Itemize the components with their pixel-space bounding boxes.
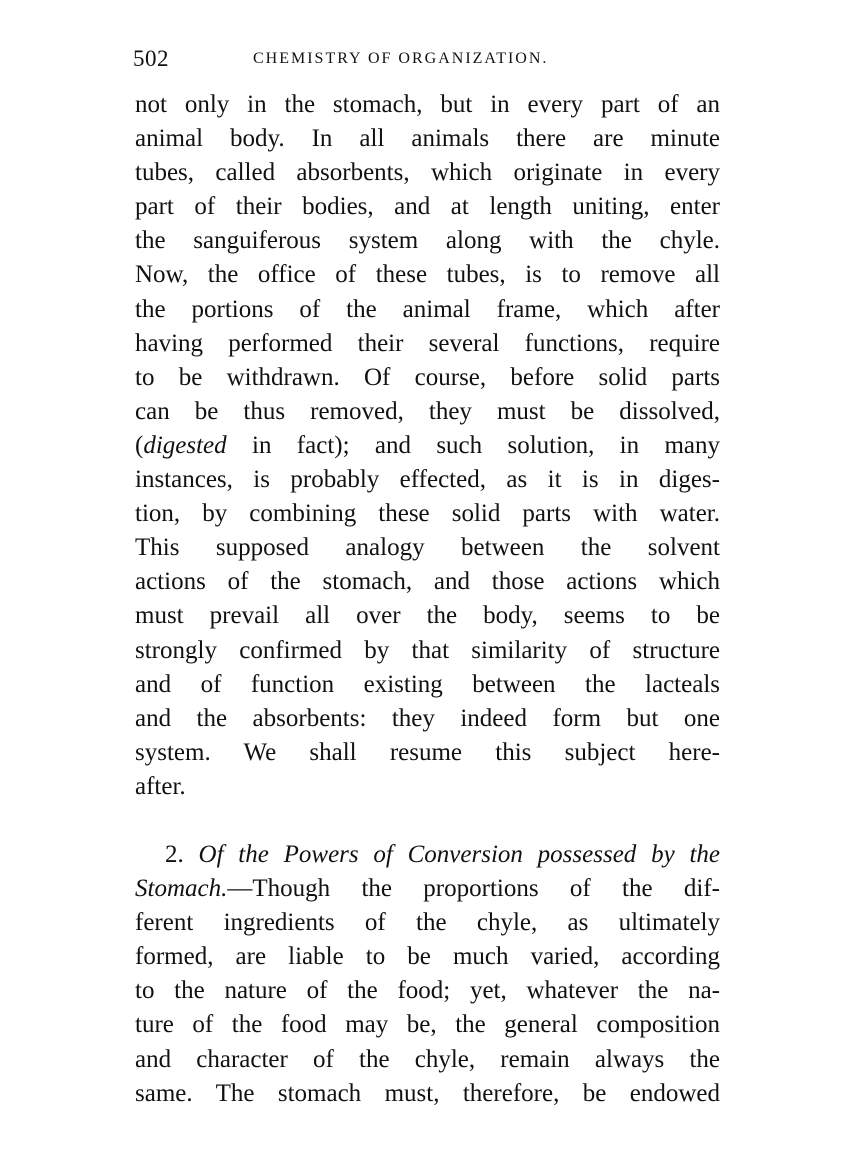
text-line: animal body. In all animals there are minute (135, 125, 720, 153)
text-line: the sanguiferous system along with the chyle. (135, 227, 720, 255)
section-heading-stomach: Stomach. (135, 875, 228, 903)
text-line: ferent ingredients of the chyle, as ultimately (135, 909, 720, 937)
text-line: to the nature of the food; yet, whatever the na- (135, 977, 720, 1005)
text-line (135, 429, 720, 463)
running-head: CHEMISTRY OF ORGANIZATION. (253, 50, 549, 67)
text-line: instances, is probably effected, as it is in diges- (135, 466, 720, 494)
section-heading-line (135, 838, 720, 872)
page-header (133, 46, 723, 76)
text-line: strongly confirmed by that similarity of structure (135, 636, 720, 664)
paragraph-powers-of-conversion (135, 838, 720, 1111)
text-line: tion, by combining these solid parts with water. (135, 500, 720, 528)
paragraph-gap (135, 804, 720, 838)
text-line: can be thus removed, they must be dissolved, (135, 397, 720, 425)
paragraph-absorbents (135, 88, 720, 804)
text-segment: ( (135, 431, 144, 459)
text-line: and character of the chyle, remain always the (135, 1045, 720, 1073)
section-heading-italic: Of the Powers of Conversion possessed by the (198, 840, 720, 868)
text-line: and the absorbents: they indeed form but one (135, 704, 720, 732)
text-line: not only in the stomach, but in every part of an (135, 91, 720, 118)
text-line: Now, the office of these tubes, is to remove all (135, 261, 720, 289)
text-line: having performed their several functions, require (135, 329, 720, 357)
section-heading-line-2 (135, 872, 720, 906)
italic-term: digested (143, 431, 227, 459)
text-line: formed, are liable to be much varied, according (135, 943, 720, 971)
text-line: system. We shall resume this subject here- (135, 738, 720, 766)
text-line: after. (135, 772, 186, 800)
text-segment: in fact); and such solution, in many (226, 431, 720, 459)
text-line: and of function existing between the lacteals (135, 670, 720, 698)
text-line: to be withdrawn. Of course, before solid parts (135, 363, 720, 391)
text-line: part of their bodies, and at length uniting, enter (135, 193, 720, 221)
text-line: This supposed analogy between the solvent (135, 534, 720, 562)
body-text (135, 88, 720, 1111)
text-line: ture of the food may be, the general composition (135, 1011, 720, 1039)
text-line: the portions of the animal frame, which after (135, 295, 720, 323)
section-number: 2. (165, 840, 199, 868)
text-line: same. The stomach must, therefore, be endowed (135, 1079, 720, 1107)
text-line: —Though the proportions of the dif- (227, 875, 720, 903)
text-line: tubes, called absorbents, which originate in every (135, 159, 720, 187)
page-number: 502 (133, 46, 169, 71)
text-line: must prevail all over the body, seems to be (135, 602, 720, 630)
text-line: actions of the stomach, and those actions which (135, 568, 720, 596)
